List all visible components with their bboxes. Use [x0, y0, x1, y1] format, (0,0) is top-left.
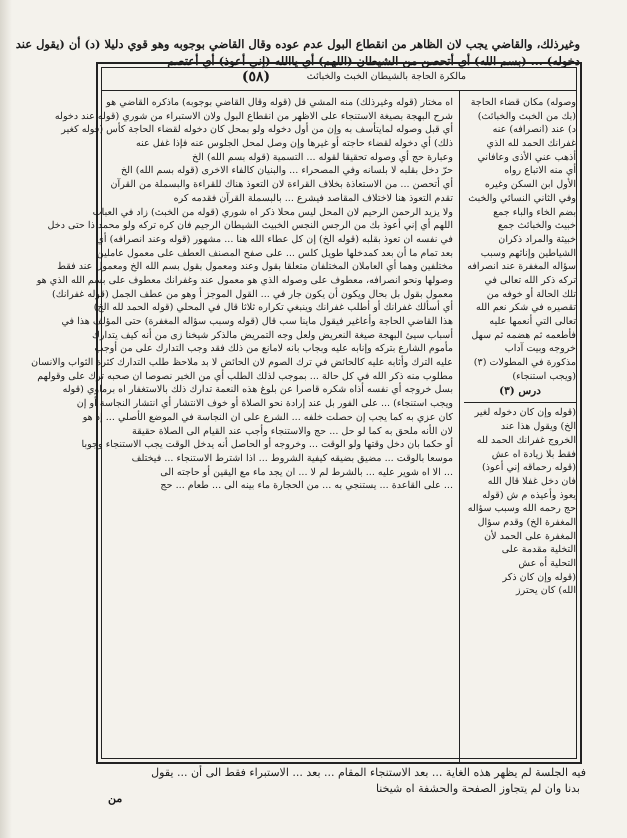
commentary-line: وعبارة حج أي وصوله تحقيقا لقوله ... التسمية (قوله بسم الله) الخ	[192, 151, 453, 163]
matn-line: المغفرة على الحمد لأن	[484, 530, 576, 542]
scan-edge-shadow	[0, 0, 12, 838]
commentary-line: أي أسألك غفرانك أو أطلب غفرانك وينبغي تكراره ثلاثا قال في المحلي (قوله الحمد لله الخ)	[93, 302, 453, 314]
matn-line: خروجه وبيت آداب	[504, 343, 576, 355]
commentary-line: تقدم التعوذ هنا لاختلاف المقاصد فيشرع ... بالبسملة القرآن فقدمه كره	[173, 192, 453, 204]
commentary-line: معمول بقول بل بحال ويكون أن يكون جار في ... القول الموجز أ وهو من عطف الجمل (قوله غفرانك)	[51, 288, 453, 300]
commentary-line: اه مختار (قوله وغيرذلك) منه المشي قل (قوله وقال القاضي بوجوبه) ماذكره القاضي هو	[106, 97, 453, 108]
matn-line: أذهب عني الأذى وعافاني	[477, 151, 576, 163]
matn-line: (بك من الخبث والخبائث)	[477, 110, 576, 122]
matn-line: تلك الحالة أو خوفه من	[486, 288, 576, 300]
commentary-line: مطلوب منه ذكر الله في كل حالة ... بموجب لذلك الطلب أي من الخبر نصوصا ان صحبه ترك على وقولهم	[37, 370, 453, 382]
matn-line: تقصيره في شكر نعم الله	[475, 302, 576, 314]
matn-line: (ويجب استنجاء)	[512, 370, 576, 382]
matn-line: خبيث والخبائث جمع	[497, 220, 576, 232]
matn-line: الخروج غفرانك الحمد لله	[476, 434, 576, 446]
matn-line: وفي الثاني النسائي والخبث	[468, 192, 576, 204]
matn-line: غفرانك الحمد لله الذي	[486, 138, 576, 150]
commentary-line: هذا القاضي الحاجة وأعاغير فيقول ماينا سب قال (قوله وسبب سؤاله المغفرة) حتى المؤلف هذا في	[61, 316, 453, 327]
matn-line: الأول ابن السكن وغيره	[484, 179, 576, 191]
text-frame-inner	[31, 67, 577, 759]
commentary-line: اللهم أي إني أعوذ بك من الرجس النجس الخبيث الشيطان الرجيم فان كره تركه ولو محمد ذا حتى دخل	[47, 220, 453, 232]
column-divider	[459, 90, 460, 762]
matn-line: (قوله وإن كان دخوله لغير	[474, 407, 576, 419]
matn-line: الشياطين وإناثهم وسبب	[480, 247, 576, 259]
commentary-line: ذلك) أي دخوله لقضاء حاجته أو غيرها وإن وصل لمحل الجلوس عنه فإذا غفل عنه	[135, 138, 453, 150]
commentary-line: في نفسه ان تعوذ بقلبه (قوله الخ) إن كل عطاء الله هنا ... مشهور (قوله وعند انصرافه) أي	[96, 233, 453, 245]
commentary-line: لان الأنه ملحق به كما لو حل ... حج والاستنجاء وأجب عند القيام الى الصلاة حقيقة	[132, 425, 453, 437]
header-line-1: وغيرذلك، والقاضي يجب لان الظاهر من انقطاع البول عدم عوده وقال القاضي بوجوبه وهو قوي دليلا (د) أن (يقول عند	[15, 37, 580, 51]
commentary-line: موسعا بالوقت ... مضيق بضيقه كيفية الشروط ... اذا اشترط الاستنجاء ... فيختلف	[131, 452, 453, 464]
commentary-line: شرح البهجة بصيغة الاستنجاء على الاظهر من انقطاع البول ولان الاستبراء من شوري (قوله عند دخوله	[54, 110, 453, 122]
catch-word: من	[108, 792, 123, 805]
commentary-line: حرّ دخل بقلبه لا بلسانه وفي المصحراء ... والبنيان كالفاء الاخرى (قوله بسم الله) الخ	[120, 165, 453, 177]
matn-line: المغفرة الخ) وقدم سؤال	[477, 516, 576, 528]
matn-line: بضم الخاء والباء جمع	[493, 206, 576, 218]
commentary-line: مختلفين وهما أي العاملان المختلفان متعلقا بقول وعند ومعمول بقول بسم الله الخ ومعمول عند فقط	[57, 261, 453, 273]
matn-line: تركه ذكر الله تعالى في	[484, 274, 576, 286]
commentary-line: بسل خروجه أي نفسه أذاه شكره قاصرا عن بلوغ هذه النعمة تدارك ذلك بالاستغفار اه برماوي (قوله	[62, 384, 453, 396]
matn-line: درس (٣)	[499, 385, 541, 398]
footer-line-2: بدنا وان لم يتجاوز الصفحة والحشفة اه شيخنا	[375, 782, 580, 795]
commentary-line: ... الا اه شوير عليه ... بالشرط لم لا ... ان يجد ماء مع اليقين أو حاجته الى	[160, 466, 453, 478]
matn-line: فأطعمه ثم هضمه ثم سهل	[471, 329, 576, 341]
commentary-line: أي أتحصن ... من الاستعاذة بخلاف القراءة لان التعوذ هناك للقراءة والبسملة من القرآن	[110, 179, 453, 191]
matn-line: مذكورة في المطولات (٣)	[473, 357, 576, 369]
matn-line: الخ) ويقول هذا عند	[500, 421, 576, 433]
commentary-line: مأموم الشارع بتركه وإنابه عليه وبجاب بانه لامانع من ذلك فقد وجب التدارك على من أوجب	[94, 343, 453, 355]
matn-line: يعوذ وأعيذه م ش (قوله	[482, 489, 576, 501]
matn-line: فان دخل غفلا قال الله	[487, 475, 576, 487]
matn-line: (قوله وإن كان ذكر	[502, 571, 576, 583]
matn-line: وصوله) مكان قضاء الحاجة	[470, 97, 576, 108]
commentary-line: أسباب سيئ البهجة صيغة النعريض ولعل وجه التمريض مالذكر شيخنا زى من أنه كيف يتدارك	[91, 329, 453, 341]
matn-line: التحلية أه عش	[518, 558, 576, 569]
footer-line-1: فيه الجلسة لم يظهر هذه الغاية ... بعد الاستنجاء المقام ... بعد ... الاستبراء فقط الى أن ... يقول	[151, 766, 586, 779]
matn-line: خبيثة والمراد ذكران	[498, 233, 576, 245]
matn-separator	[464, 402, 576, 403]
commentary-column	[31, 96, 453, 758]
commentary-line: أي قبل وصوله لمايتأسف به وإن من أول دخوله ولو بمحل كان دخوله لقضاء الحاجة كأس (قوله كغير	[61, 124, 453, 136]
commentary-line: ويجب استنجاء) ... على الفور بل عند إرادة نحو الصلاة أو خوف الانتشار أي انتشار النجاسة أو إن	[76, 398, 453, 410]
matn-line: د) عند (انصرافه) عنه	[492, 124, 576, 136]
matn-line: (قوله رحماقه إني أعوذ)	[482, 462, 576, 474]
commentary-line: ولا يزيد الرحمن الرحيم لان المحل ليس محلا ذكر اه شوري (قوله من الخبث) زاد في العباب	[92, 206, 453, 218]
page-head-text: مالكرة الحاجة بالشيطان الخبث والخبائث	[306, 71, 466, 82]
page-number: (٥٨)	[241, 69, 271, 85]
matn-line: تعالى التي أنعمها عليه	[489, 316, 576, 327]
matn-line: الله) كان يحترز	[516, 585, 576, 597]
commentary-line: كان عزي به كما يجب إن حصلت خلفه ... الشرع على ان النجاسة في الموضع الأصلي ... إذ هو	[82, 411, 453, 423]
header-line-2: دخوله) ... (بسم الله) أي أتحصن من الشيطان (اللهم) أي ياالله (إني أعوذ) أي أعتصم	[167, 54, 580, 68]
matn-line: أي منه الاتباع رواه	[504, 165, 576, 177]
matn-column	[464, 96, 576, 758]
commentary-line: بعد تمام ما أن بعد كمدخلها طويل كلس ... على صفح المصنف العطف على معمول عاملين	[96, 247, 453, 259]
matn-line: التخلية مقدمة على	[501, 544, 576, 556]
commentary-line: وصولها ونحو انصرافه، معطوف على وصوله الذي هو معمول عند وغفرانك معطوف على بسم الله الذي هو	[36, 274, 453, 286]
text-frame	[31, 62, 582, 764]
matn-line: سؤاله المغفرة عند انصرافه	[467, 261, 576, 273]
page-head	[102, 68, 576, 91]
commentary-line: ... على القاعدة ... يستنجي به ... من الحجارة ماء بينه الى ... طعام ... حج	[160, 480, 453, 492]
commentary-line: عليه الترك وأثابه عليه كالحائض في ترك الصوم لان الحائض لا بد ملاحظ طلب التدارك كثرة الثواب والانسان	[31, 357, 453, 369]
matn-line: حج رحمه الله وسبب سؤاله	[467, 503, 576, 515]
commentary-line: أو حكما بان دخل وقتها ولو الوقت ... وخروجه أو الحاصل أنه يدخل الوقت يجب الاستنجاء وجوبا	[81, 439, 453, 451]
matn-line: فقط بلا زيادة اه عش	[491, 448, 576, 460]
